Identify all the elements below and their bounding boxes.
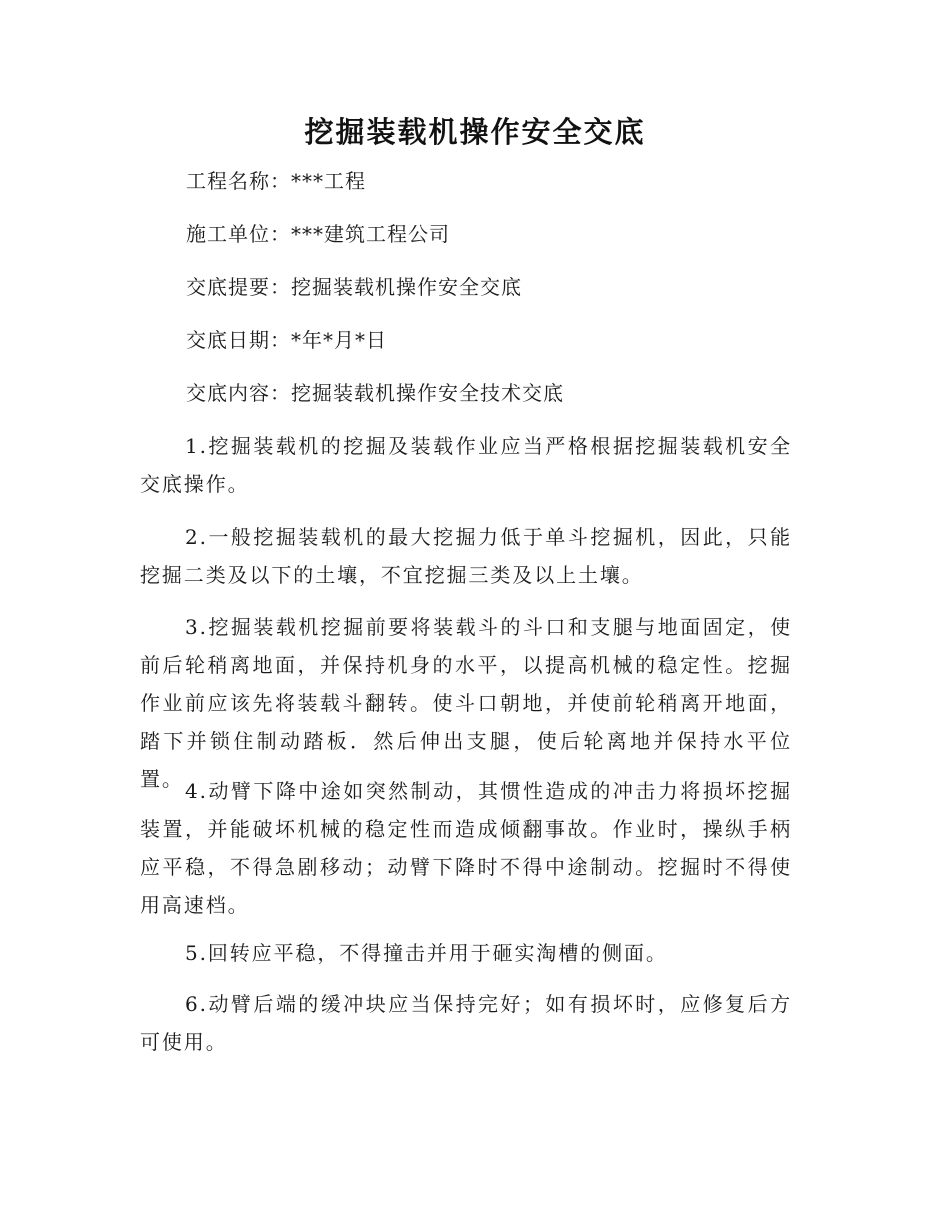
- briefing-date-line: 交底日期：*年*月*日: [186, 328, 387, 352]
- paragraph-4: 4.动臂下降中途如突然制动，其惯性造成的冲击力将损坏挖掘装置，并能破坏机械的稳定性而造成倾翻事故。作业时，操纵手柄应平稳，不得急剧移动；动臂下降时不得中途制动。挖掘时不得使用高速档。: [140, 779, 792, 917]
- paragraph-1: 1.挖掘装载机的挖掘及装载作业应当严格根据挖掘装载机安全交底操作。: [140, 434, 792, 496]
- paragraph-3: 3.挖掘装载机挖掘前要将装载斗的斗口和支腿与地面固定，使前后轮稍离地面，并保持机身的水平，以提高机械的稳定性。挖掘作业前应该先将装载斗翻转。使斗口朝地，并使前轮稍离开地面，踏下并锁住制动踏板．然后伸出支腿，使后轮离地并保持水平位置。: [140, 615, 792, 791]
- paragraph-2: 2.一般挖掘装载机的最大挖掘力低于单斗挖掘机，因此，只能挖掘二类及以下的土壤，不宜挖掘三类及以上土壤。: [140, 525, 792, 587]
- briefing-content-line: 交底内容：挖掘装载机操作安全技术交底: [186, 381, 564, 405]
- paragraph-5: 5.回转应平稳，不得撞击并用于砸实淘槽的侧面。: [185, 941, 668, 965]
- briefing-summary-line: 交底提要：挖掘装载机操作安全交底: [186, 275, 522, 299]
- paragraph-6: 6.动臂后端的缓冲块应当保持完好；如有损坏时，应修复后方可使用。: [140, 992, 792, 1054]
- document-title: 挖掘装载机操作安全交底: [304, 115, 646, 149]
- construction-unit-line: 施工单位：***建筑工程公司: [186, 222, 450, 246]
- project-name-line: 工程名称：***工程: [186, 169, 366, 193]
